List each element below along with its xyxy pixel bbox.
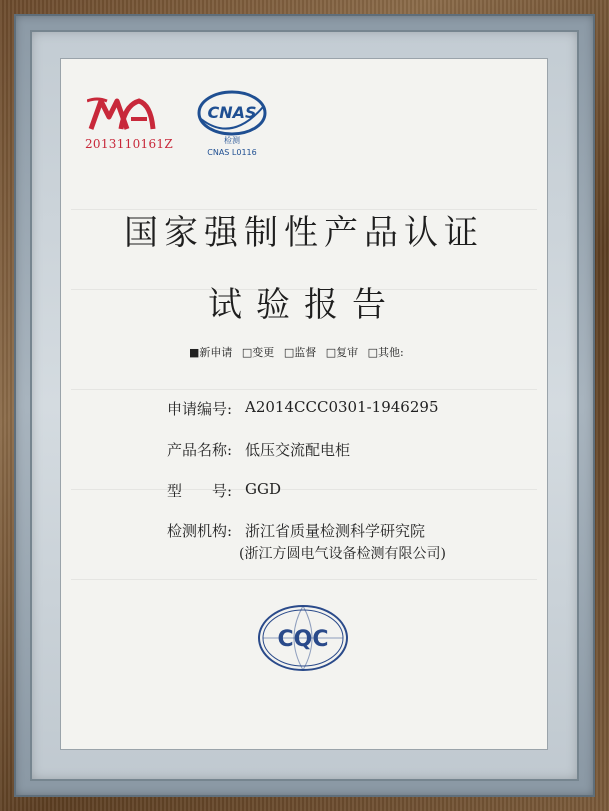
- model-label: 型 号:: [167, 482, 233, 500]
- product-label: 产品名称:: [167, 441, 233, 459]
- option-review: □复审: [325, 346, 359, 359]
- svg-text:检测: 检测: [224, 136, 240, 145]
- svg-text:CNAS L0116: CNAS L0116: [207, 148, 257, 157]
- app-no-value: A2014CCC0301-1946295: [245, 398, 439, 416]
- product-value: 低压交流配电柜: [245, 441, 351, 459]
- institution-value: 浙江省质量检测科学研究院: [245, 522, 426, 540]
- report-title: 试验报告: [208, 285, 400, 325]
- model-value: GGD: [245, 480, 281, 498]
- svg-text:CNAS: CNAS: [207, 103, 257, 122]
- cnas-logo: [195, 85, 269, 165]
- option-supervision: □监督: [283, 346, 317, 359]
- certificate-page: [61, 59, 547, 749]
- option-other: □其他:: [367, 346, 404, 359]
- app-no-label: 申请编号:: [167, 400, 233, 418]
- cma-number: 2013110161Z: [85, 137, 173, 151]
- cma-logo: [87, 95, 157, 139]
- option-new-application: ■新申请: [189, 346, 233, 359]
- application-type-row: [189, 344, 410, 360]
- institution-value-secondary: (浙江方圆电气设备检测有限公司): [239, 546, 446, 562]
- institution-label: 检测机构:: [167, 522, 233, 540]
- cqc-label: CQC: [277, 627, 329, 652]
- option-change: □变更: [241, 346, 275, 359]
- certificate-title: 国家强制性产品认证: [124, 213, 484, 253]
- cqc-logo: [255, 602, 351, 678]
